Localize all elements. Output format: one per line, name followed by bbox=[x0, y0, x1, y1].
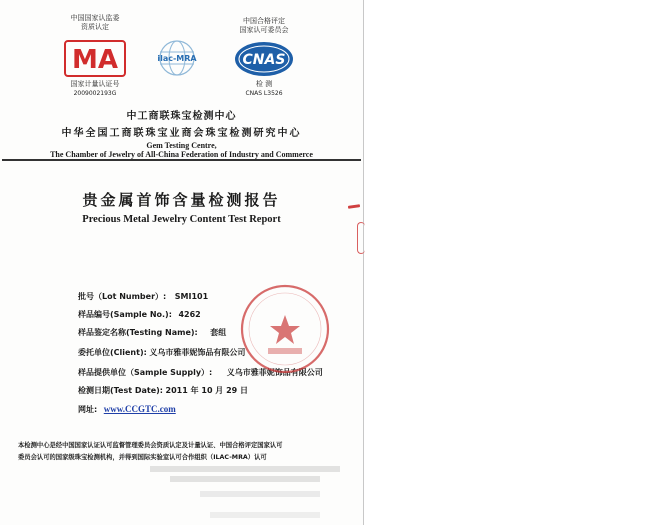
footer-line-1: 本检测中心是经中国国家认证认可监督管理委员会资质认定及计量认证、中国合格评定国家认可 bbox=[18, 442, 283, 449]
cnas-caption-3: 检 测 bbox=[255, 80, 273, 88]
cnas-caption-1: 中国合格评定 bbox=[243, 17, 285, 25]
official-seal-icon bbox=[238, 282, 332, 376]
edge-seal-fragment bbox=[357, 222, 365, 254]
sample-no-row bbox=[78, 309, 201, 320]
testing-name-value: 套组 bbox=[210, 328, 227, 337]
ma-bottom-caption bbox=[60, 80, 130, 98]
client-value: 义乌市雅菲妮饰品有限公司 bbox=[149, 348, 246, 357]
cnas-caption-2: 国家认可委员会 bbox=[239, 26, 289, 34]
website-link[interactable]: www.CCGTC.com bbox=[103, 404, 176, 414]
faded-watermark-1 bbox=[150, 466, 340, 472]
cnas-logo-text: CNAS bbox=[242, 52, 286, 68]
ma-top-caption bbox=[60, 14, 130, 32]
test-date-label: 检测日期(Test Date): bbox=[78, 386, 163, 395]
ilac-mra-text: ilac-MRA bbox=[157, 54, 197, 63]
client-row bbox=[78, 347, 245, 358]
cnas-logo-icon bbox=[233, 40, 295, 78]
footer-line-2: 委员会认可的国家级珠宝检测机构，并得到国际实验室认可合作组织（ILAC-MRA）认可 bbox=[18, 454, 267, 461]
ma-caption-3: 国家计量认证号 bbox=[70, 80, 120, 88]
ma-caption-2: 资质认定 bbox=[81, 23, 109, 31]
test-date-row bbox=[78, 385, 248, 396]
ma-caption-1: 中国国家认监委 bbox=[70, 14, 120, 22]
blank-area bbox=[364, 0, 657, 525]
test-date-value: 2011 年 10 月 29 日 bbox=[165, 386, 249, 395]
testing-name-label: 样品鉴定名称(Testing Name): bbox=[78, 328, 198, 337]
website-row bbox=[78, 404, 176, 415]
lot-number-row bbox=[78, 291, 208, 302]
lot-number-value: SMI101 bbox=[174, 292, 209, 301]
cnas-bottom-caption bbox=[228, 80, 300, 98]
faded-watermark-3 bbox=[200, 491, 320, 497]
lot-number-label: 批号（Lot Number）: bbox=[78, 292, 167, 301]
faded-watermark-2 bbox=[170, 476, 320, 482]
sample-supply-label: 样品提供单位（Sample Supply）: bbox=[78, 368, 213, 377]
report-title-cn: 贵金属首饰含量检测报告 bbox=[82, 191, 281, 209]
testing-name-row bbox=[78, 327, 226, 338]
sample-no-label: 样品编号(Sample No.): bbox=[78, 310, 172, 319]
english-name-line2: The Chamber of Jewelry of All-China Federation of Industry and Commerce bbox=[50, 150, 313, 159]
cnas-cert-no: CNAS L3526 bbox=[245, 90, 283, 97]
ma-cert-no: 2009002193G bbox=[73, 90, 117, 97]
website-label: 网址: bbox=[78, 405, 98, 414]
ma-logo-icon bbox=[64, 40, 126, 77]
ilac-mra-logo-icon bbox=[152, 38, 202, 78]
faded-watermark-4 bbox=[210, 512, 320, 518]
sample-supply-value: 义乌市雅菲妮饰品有限公司 bbox=[226, 368, 323, 377]
sample-no-value: 4262 bbox=[178, 310, 201, 319]
cnas-top-caption bbox=[228, 17, 300, 35]
institute-name: 中华全国工商联珠宝业商会珠宝检测研究中心 bbox=[61, 128, 302, 139]
report-title-en: Precious Metal Jewelry Content Test Report bbox=[82, 214, 281, 225]
english-name-line1: Gem Testing Centre, bbox=[146, 141, 217, 150]
client-label: 委托单位(Client): bbox=[78, 348, 147, 357]
center-name: 中工商联珠宝检测中心 bbox=[126, 111, 237, 122]
header-divider bbox=[2, 159, 361, 161]
ma-logo-text: MA bbox=[72, 45, 118, 75]
